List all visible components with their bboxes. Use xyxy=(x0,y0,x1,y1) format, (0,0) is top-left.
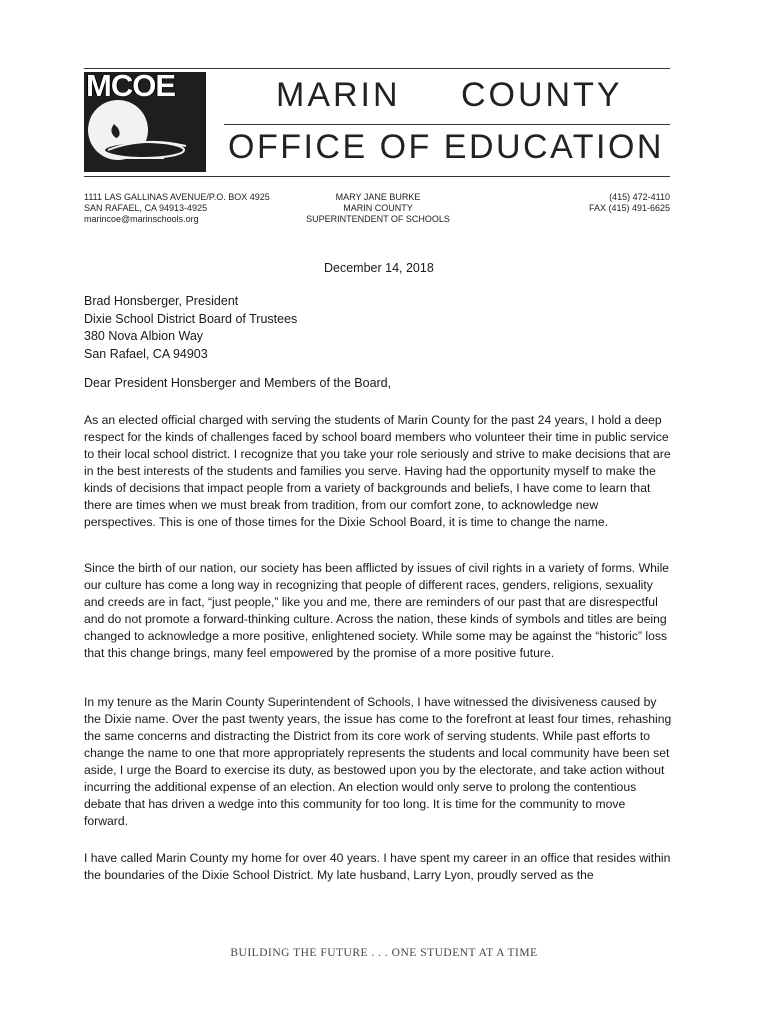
letter-date: December 14, 2018 xyxy=(324,261,434,275)
footer-tagline: BUILDING THE FUTURE . . . ONE STUDENT AT A TIME xyxy=(230,947,538,959)
contact-block xyxy=(530,192,670,214)
logo-text: MCOE xyxy=(86,72,175,103)
org-title-line1: MARIN COUNTY xyxy=(276,76,623,114)
recipient-street: 380 Nova Albion Way xyxy=(84,329,204,343)
header-rule-middle xyxy=(224,124,670,125)
address-email: marincoe@marinschools.org xyxy=(84,214,199,224)
fax-number: FAX (415) 491-6625 xyxy=(588,203,670,213)
phone-number: (415) 472-4110 xyxy=(609,192,670,202)
body-paragraph: In my tenure as the Marin County Superintendent of Schools, I have witnessed the divisiveness caused by the Dixie name. Over the past twenty years, the issue has come to the forefront at least four times, rehashing the same concerns and distracting the District from its core work of serving students. While past efforts to change the name to one that more appropriately represents the students and local community have been set aside, I urge the Board to exercise its duty, as bestowed upon you by the electorate, and take action without incurring the additional expense of an election. An election would only serve to prolong the contentious debate that has driven a wedge into this community for too long. It is time for the community to move forward. xyxy=(84,695,672,828)
mcoe-logo xyxy=(84,72,206,172)
superintendent-block xyxy=(300,192,456,225)
superintendent-county: MARIN COUNTY xyxy=(343,203,413,213)
address-street: 1111 LAS GALLINAS AVENUE/P.O. BOX 4925 xyxy=(84,192,270,202)
header-rule-bottom xyxy=(84,176,670,177)
recipient-block xyxy=(84,293,297,363)
body-paragraph: Since the birth of our nation, our society has been afflicted by issues of civil rights in a variety of forms. While our culture has come a long way in recognizing that people of different races, genders, religions, sexuality and creeds are in fact, “just people,” like you and me, there are reminders of our past that are disrespectful and do not promote a forward-thinking culture. Across the nation, these kinds of symbols and titles are being changed to acknowledge a more positive, enlightened society. While some may be against the “historic” loss that this change brings, many feel empowered by the promise of a more positive future. xyxy=(84,561,670,660)
body-paragraph: I have called Marin County my home for over 40 years. I have spent my career in an office that resides within the boundaries of the Dixie School District. My late husband, Larry Lyon, proudly served as the xyxy=(84,851,671,882)
recipient-name: Brad Honsberger, President xyxy=(84,294,239,308)
address-city: SAN RAFAEL, CA 94913-4925 xyxy=(84,203,208,213)
org-title-line2: OFFICE OF EDUCATION xyxy=(228,128,664,166)
recipient-organization: Dixie School District Board of Trustees xyxy=(84,311,298,326)
superintendent-name: MARY JANE BURKE xyxy=(335,192,421,202)
header-rule-top xyxy=(84,68,670,69)
address-block xyxy=(84,192,270,225)
recipient-city: San Rafael, CA 94903 xyxy=(84,346,208,361)
body-paragraph: As an elected official charged with serving the students of Marin County for the past 24 years, I hold a deep respect for the kinds of challenges faced by school board members who volunteer their time in public service to their local school district. I recognize that you take your role seriously and strive to make decisions that are in the best interests of the students and families you serve. Having had the opportunity myself to make the kinds of decisions that impact people from a variety of backgrounds and beliefs, I have come to learn that there are times when we must break from tradition, from our comfort zone, to acknowledge new perspectives. This is one of those times for the Dixie School Board, it is time to change the name. xyxy=(84,413,671,529)
superintendent-title: SUPERINTENDENT OF SCHOOLS xyxy=(306,214,450,224)
salutation: Dear President Honsberger and Members of the Board, xyxy=(84,376,392,390)
